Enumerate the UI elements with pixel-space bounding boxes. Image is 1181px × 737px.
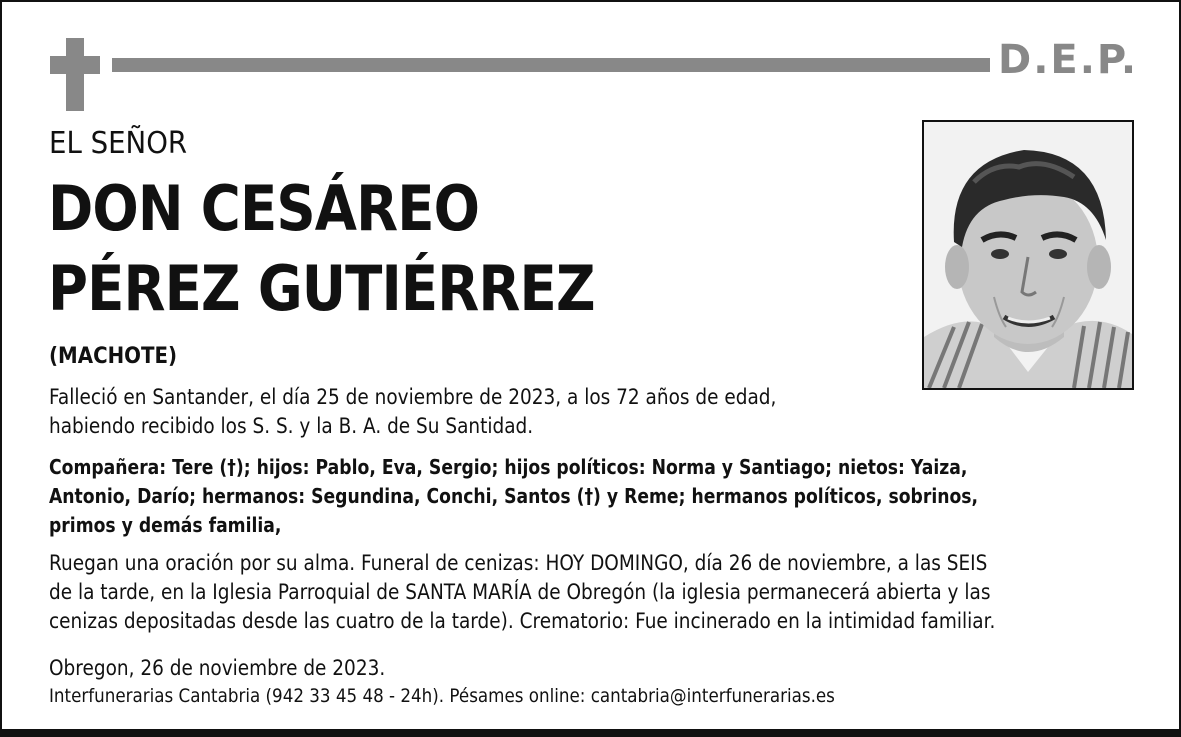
portrait-photo	[922, 120, 1134, 390]
cross-icon	[66, 38, 84, 111]
death-announcement-line1: Falleció en Santander, el día 25 de noviembre de 2023, a los 72 años de edad,	[49, 385, 777, 409]
family-line2: Antonio, Darío; hermanos: Segundina, Conchi, Santos (†) y Reme; hermanos políticos, sobrinos,	[49, 484, 979, 508]
deceased-name-line2: PÉREZ GUTIÉRREZ	[48, 252, 595, 325]
family-line3: primos y demás familia,	[49, 513, 282, 537]
dep-label: D.E.P.	[998, 37, 1139, 83]
death-announcement-line2: habiendo recibido los S. S. y la B. A. de Su Santidad.	[49, 414, 534, 438]
deceased-name-line1: DON CESÁREO	[48, 172, 480, 245]
funeral-info-line2: de la tarde, en la Iglesia Parroquial de SANTA MARÍA de Obregón (la iglesia permanecerá abierta y las	[49, 580, 991, 604]
funeral-info-line3: cenizas depositadas desde las cuatro de la tarde). Crematorio: Fue incinerado en la intimidad familiar.	[49, 609, 996, 633]
honorific-title: EL SEÑOR	[49, 126, 188, 161]
nickname: (MACHOTE)	[49, 344, 178, 369]
header-rule	[112, 58, 990, 72]
contact-line: Interfunerarias Cantabria (942 33 45 48 - 24h). Pésames online: cantabria@interfunerarias.es	[49, 685, 835, 707]
place-date: Obregon, 26 de noviembre de 2023.	[49, 656, 386, 680]
cross-icon-bar	[50, 56, 100, 74]
family-line1: Compañera: Tere (†); hijos: Pablo, Eva, Sergio; hijos políticos: Norma y Santiago; nietos: Yaiza,	[49, 455, 968, 479]
funeral-info-line1: Ruegan una oración por su alma. Funeral de cenizas: HOY DOMINGO, día 26 de noviembre, a las SEIS	[49, 551, 988, 575]
